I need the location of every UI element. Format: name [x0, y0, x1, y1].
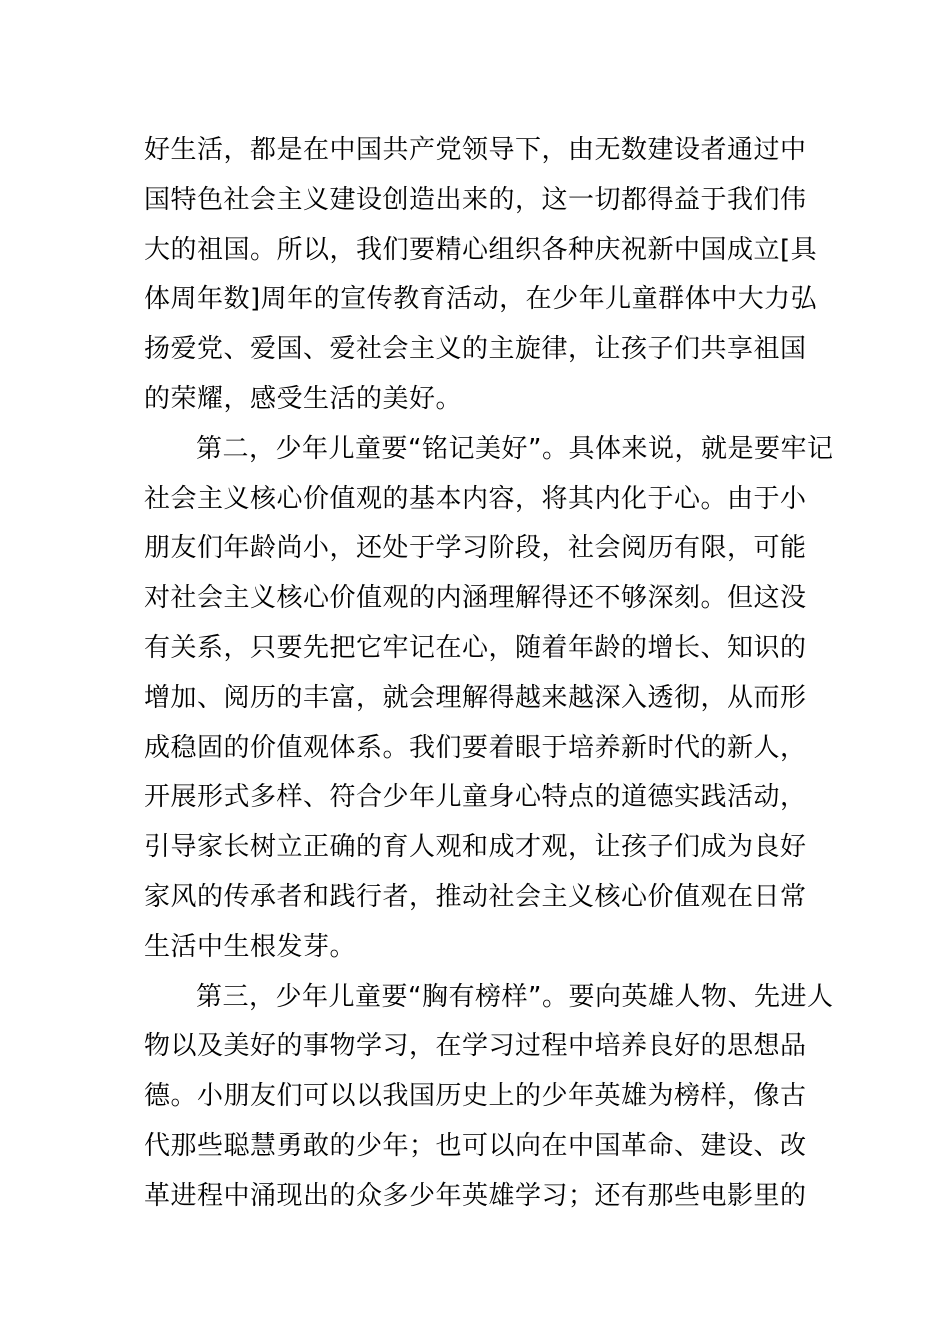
- text-line: 国特色社会主义建设创造出来的，这一切都得益于我们伟: [144, 184, 807, 215]
- text-line: 对社会主义核心价值观的内涵理解得还不够深刻。但这没: [144, 583, 807, 614]
- text-line: 的荣耀，感受生活的美好。: [144, 383, 463, 414]
- text-line: 成稳固的价值观体系。我们要着眼于培养新时代的新人，: [144, 732, 807, 763]
- paragraph-3: [144, 973, 834, 1222]
- text-line: 代那些聪慧勇敢的少年；也可以向在中国革命、建设、改: [144, 1130, 807, 1161]
- paragraph-1: [144, 126, 818, 425]
- text-line: 物以及美好的事物学习，在学习过程中培养良好的思想品: [144, 1031, 807, 1062]
- text-line: 生活中生根发芽。: [144, 931, 357, 962]
- text-line: 家风的传承者和践行者，推动社会主义核心价值观在日常: [144, 881, 807, 912]
- text-line: 德。小朋友们可以以我国历史上的少年英雄为榜样，像古: [144, 1081, 807, 1112]
- text-line: 第二，少年儿童要“铭记美好”。具体来说，就是要牢记: [196, 433, 834, 464]
- text-line: 好生活，都是在中国共产党领导下，由无数建设者通过中: [144, 135, 807, 165]
- text-line: 有关系，只要先把它牢记在心，随着年龄的增长、知识的: [144, 632, 807, 663]
- text-line: 开展形式多样、符合少年儿童身心特点的道德实践活动，: [144, 782, 807, 813]
- text-line: 扬爱党、爱国、爱社会主义的主旋律，让孩子们共享祖国: [144, 334, 807, 365]
- text-line: 引导家长树立正确的育人观和成才观，让孩子们成为良好: [144, 832, 807, 863]
- text-line: 体周年数]周年的宣传教育活动，在少年儿童群体中大力弘: [144, 284, 818, 315]
- text-line: 增加、阅历的丰富，就会理解得越来越深入透彻，从而形: [144, 682, 807, 713]
- body-text: [144, 126, 834, 1222]
- text-line: 朋友们年龄尚小，还处于学习阶段，社会阅历有限，可能: [144, 533, 807, 564]
- text-line: 社会主义核心价值观的基本内容，将其内化于心。由于小: [144, 483, 807, 514]
- paragraph-2: [144, 425, 834, 973]
- text-line: 第三，少年儿童要“胸有榜样”。要向英雄人物、先进人: [196, 981, 834, 1012]
- text-line: 革进程中涌现出的众多少年英雄学习；还有那些电影里的: [144, 1180, 807, 1211]
- text-line: 大的祖国。所以，我们要精心组织各种庆祝新中国成立[具: [144, 234, 818, 265]
